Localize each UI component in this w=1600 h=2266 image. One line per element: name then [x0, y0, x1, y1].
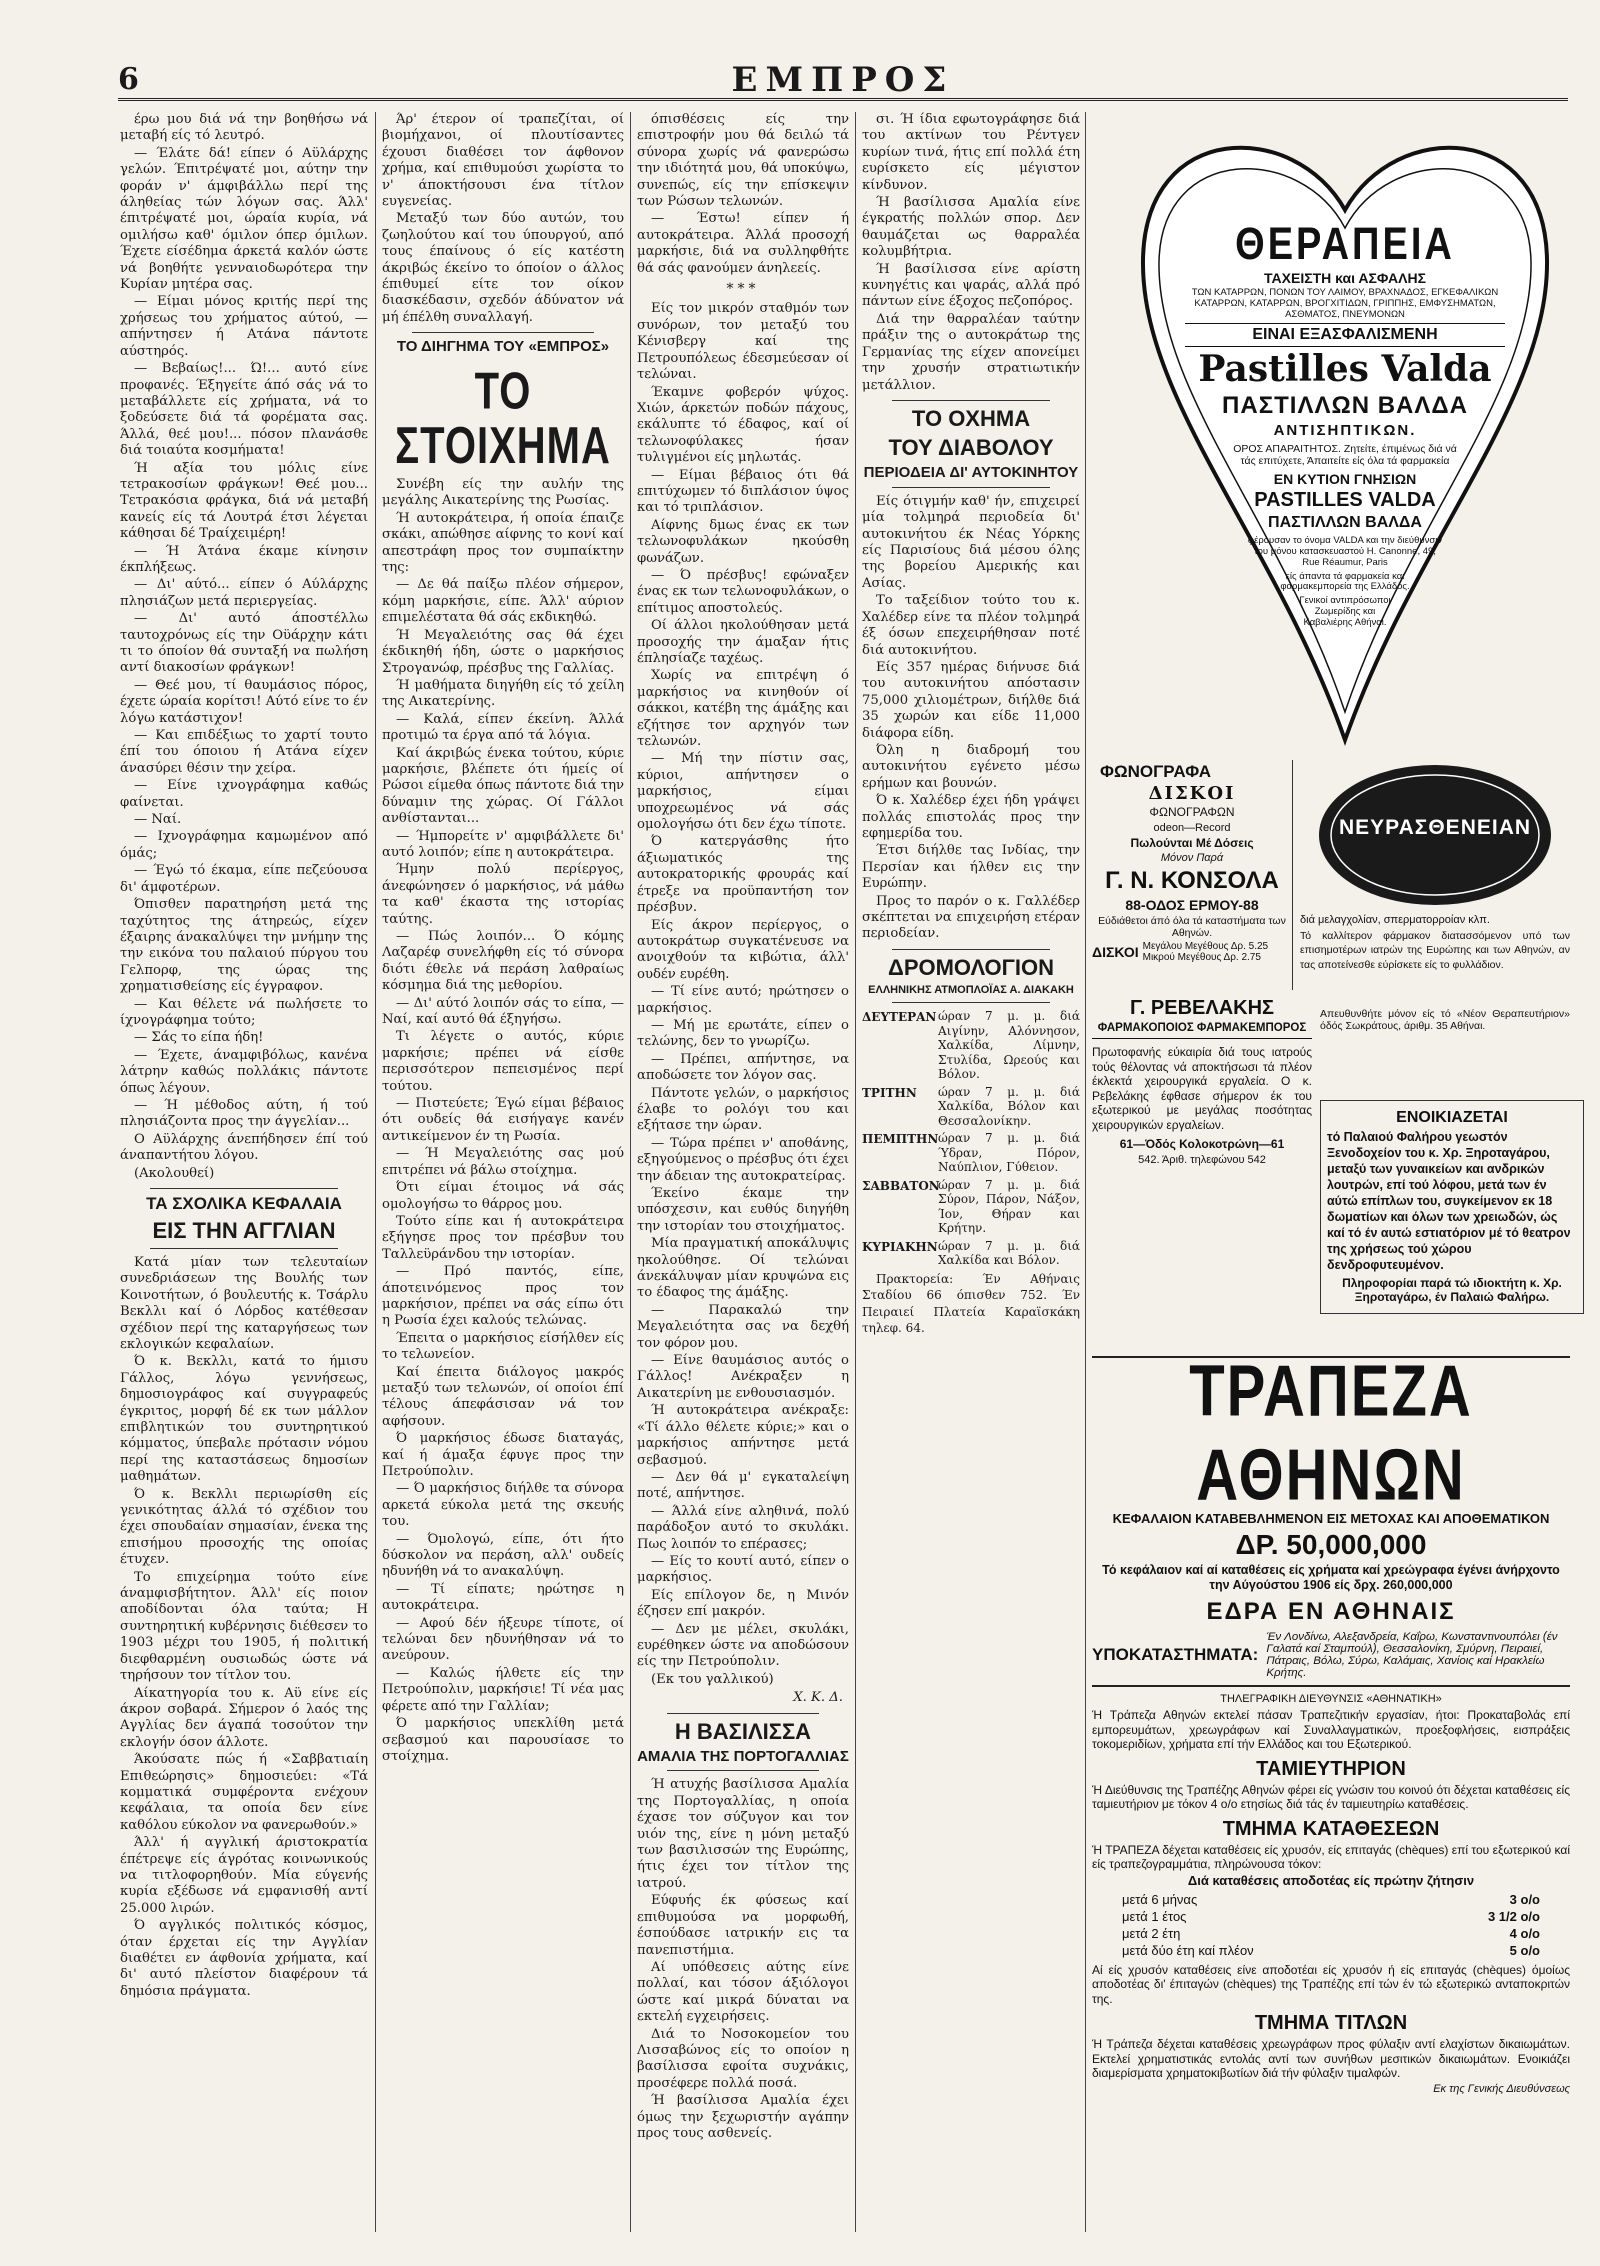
rate-term: μετά 2 έτη	[1122, 1925, 1181, 1941]
paragraph: Αίκατηγορία του κ. Αϋ είνε είς άκρον σοβαρά. Σήμερον ό λαός της Αγγλίας δεν άγαπά τοσούτον την εκλογήν όσον άλλοτε.	[120, 1685, 368, 1750]
phono-brand: ΔΙΣΚΟΙ	[1148, 782, 1236, 804]
savings-text: Ή Διεύθυνσις της Τραπέζης Αθηνών φέρει είς γνώσιν του κοινού ότι δέχεται καταθέσεις είς ταμιευτήριον με τόκον 4 ο/ο ετησίως διά τάς έν ταμιευτηρίω καταθέσεις.	[1092, 1782, 1570, 1812]
bank-branches: Έν Λονδίνω, Αλεξανδρεία, Καΐρω, Κωνσταντινουπόλει (έν Γαλατά καί Σταμπούλ), Θεσσαλονίκη, Σμύρνη, Πειραιεί, Πάτραις, Βόλω, Σύρω, Καλάμαις, Χανίοις καί Ηρακλείω Κρήτης.	[1266, 1631, 1558, 1680]
paragraph: (Ακολουθεί)	[134, 1165, 215, 1181]
paragraph: Όλη η διαδρομή του αυτοκινήτου εγένετο μέσω ερήμων και βουνών.	[862, 742, 1080, 791]
phono-label: odeon—Record	[1153, 822, 1231, 835]
rev-text: Πρωτοφανής εύκαιρία διά τους ιατρούς τούς θέλοντας νά αποκτήσωσι τά πλέον έκλεκτά χειρουργικά εργαλεία. Ο κ. Ρεβελάκης έφθασε σήμερον έκ του εξωτερικού με μεγάλας ποσότητας χειρουργικών εργαλείων.	[1092, 1045, 1312, 1132]
paragraph: — Καλώς ήλθετε είς την Πετρούπολιν, μαρκήσιε! Τί νέα μας φέρετε από την Γαλλίαν;	[382, 1665, 624, 1714]
paragraph: Ό αγγλικός πολιτικός κόσμος, όταν έρχεται είς την Αγγλίαν διαθέτει εν άφθονία χρήματα, καί δι' αυτό πλείστον διαφέρουν τά δημόσια πράγματα.	[120, 1918, 368, 1999]
paragraph: Έπειτα ο μαρκήσιος είσήλθεν είς το τελωνείον.	[382, 1330, 624, 1363]
savings-title: ΤΑΜΙΕΥΤΗΡΙΟΝ	[1256, 1757, 1406, 1780]
paragraph: — Δεν με μέλει, σκυλάκι, ευρέθηκεν ώστε να αποδώσουν είς την Πετρούπολιν.	[637, 1621, 849, 1670]
paragraph: — Βεβαίως!... Ώ!... αυτό είνε προφανές. Έξηγείτε άπό σάς νά το μεταβάλλετε είς χρήματα, νά το ξοδεύσετε διά τά φορέματα σας. Άλλά, θεέ μου!... πόσον πλανάσθε διά τοιαύτα κοσμήματα!	[120, 361, 368, 459]
paragraph: — Είνε θαυμάσιος αυτός ο Γάλλος! Ανέκραξεν η Αικατερίνη με ενθουσιασμόν.	[637, 1353, 849, 1401]
rate-row	[1092, 1925, 1570, 1942]
paragraph: Άκούσατε πώς ή «Σαββατιαίη Επιθεώρησις» δημοσιεύει: «Τά κομματικά συμφέροντα ενέχουν κεφάλαια, τα οποία δεν είνε καθόλου εύκολον να φανερωθούν.»	[120, 1752, 368, 1833]
paragraph: Ή αυτοκράτειρα, ή οποία έπαιζε σκάκι, απώθησε αίφνης το κονί καί απεστράφη προς τον συμπαίκτην της:	[382, 510, 624, 576]
valda-note: ΟΡΟΣ ΑΠΑΡΑΙΤΗΤΟΣ. Ζητείτε, έπιμένως διά νά τάς επιτύχετε, Άπαιτείτε είς όλα τά φαρμακεία	[1233, 443, 1457, 468]
neuro-body: διά μελαγχολίαν, σπερματορροίαν κλπ.	[1300, 914, 1490, 926]
column-1	[120, 112, 368, 2232]
schedule-day: ΤΡΙΤΗΝ	[862, 1085, 917, 1100]
bank-capital: ΔΡ. 50,000,000	[1235, 1528, 1427, 1560]
article-headline: ΤΑ ΣΧΟΛΙΚΑ ΚΕΦΑΛΑΙΑ	[146, 1194, 342, 1213]
rate-value: 3 1/2 ο/ο	[1487, 1908, 1540, 1924]
section-title: ΤΟ ΔΙΗΓΗΜΑ ΤΟΥ «ΕΜΠΡΟΣ»	[396, 338, 610, 356]
neurasthenia-ad	[1300, 760, 1570, 990]
paragraph: Προς το παρόν ο κ. Γαλλέδερ σκέπτεται να επιχειρήση ετέραν περιοδείαν.	[862, 893, 1080, 942]
valda-antiseptic: ΑΝΤΙΣΗΠΤΙΚΩΝ.	[1273, 421, 1417, 439]
paragraph: Είς επίλογον δε, η Μινόν έζησεν επί μακρόν.	[637, 1587, 849, 1620]
phono-ship: Εύδιάθετοι άπό όλα τά καταστήματα των Αθηνών.	[1098, 914, 1286, 939]
paragraph: Ή αξία του μόλις είνε τετρακοσίων φράγκων! Θεέ μου... Τετρακόσια φράγκα, διά νά μεταβή κανείς είς τά Λουτρά έτσι λέγεται κάθησαι δέ Τραίχειμέρη!	[120, 460, 368, 542]
paragraph: — Καλά, είπεν έκείνη. Άλλά προτιμώ τα έργα από τά λόγια.	[382, 711, 624, 744]
paragraph: — Έχετε, άναμφιβόλως, κανένα λάτρην καθώς πολλάκις πάντοτε όπως λέγουν.	[120, 1047, 368, 1096]
paragraph: Διά την θαρραλέαν ταύτην πράξιν της ο αυτοκράτωρ της Γερμανίας της είχεν απονείμει την χρυσήν στρατιωτικήν μετάλλιον.	[862, 311, 1080, 393]
schedule-row	[862, 1085, 1080, 1129]
page-header	[118, 60, 1568, 101]
paragraph: Ο Αϋλάρχης άνεπήδησεν έπί τού άναπαντήτου λόγου.	[120, 1131, 368, 1164]
separator-stars: ***	[726, 281, 760, 298]
phono-only: Μόνον Παρά	[1160, 852, 1224, 865]
column-3	[637, 112, 849, 2232]
paragraph: — Είνε ιχνογράφημα καθώς φαίνεται.	[120, 778, 368, 810]
article-headline: Η ΒΑΣΙΛΙΣΣΑ	[674, 1718, 812, 1744]
paragraph: — Όμολογώ, είπε, ότι ήτο δύσκολον να περάση, αλλ' ουδείς ηδυνήθη νά το ανακαλύψη.	[382, 1531, 624, 1580]
paragraph: — Τί είνε αυτό; ηρώτησεν ο μαρκήσιος.	[637, 984, 849, 1016]
bank-branches-label: ΥΠΟΚΑΤΑΣΤΗΜΑΤΑ:	[1092, 1645, 1259, 1665]
rev-address: 61—Όδός Κολοκοτρώνη—61	[1119, 1137, 1285, 1152]
valda-ad	[1125, 100, 1565, 820]
paragraph: — Τί είπατε; ηρώτησε η αυτοκράτειρα.	[382, 1581, 624, 1614]
schedule-text: ώραν 7 μ. μ. διά Χαλκίδα και Βόλον.	[938, 1238, 1080, 1268]
schedule-text: ώραν 7 μ. μ. διά Ύδραν, Πόρον, Ναύπλιον, Γύθειον.	[938, 1131, 1080, 1175]
paragraph: — Και επιδέξιως το χαρτί τουτο έπί του όποιου ή Ατάνα είχεν άνασύρει θέσιν την χείρα.	[120, 728, 368, 776]
rate-row	[1092, 1908, 1570, 1925]
paragraph: Ή βασίλισσα Αμαλία έχει όμως την ξεχωριστήν αγάπην προς τους ασθενείς.	[637, 2093, 849, 2141]
column-rule	[855, 112, 856, 2232]
paragraph: Ή βασίλισσα Αμαλία είνε έγκρατής πολλών σπορ. Δεν θαυμάζεται ως θαρραλέα κολυμβήτρια.	[862, 195, 1080, 260]
paragraph: Καί έπειτα διάλογος μακρός μεταξύ των τελωνών, οί οποίοι έπί τέλους άπεφάσισαν νά τον αφήσουν.	[382, 1364, 624, 1429]
paragraph: — Άλλά είνε αληθινά, πολύ παράδοξον αυτό το σκυλάκι. Πως λοιπόν το επέρασες;	[637, 1503, 849, 1552]
paragraph: Όπισθεν παρατηρήση μετά της ταχύτητος της άτηρεώς, είχεν έξαιρης άνακαλύψει την μνήμην της την εικόνα του παλαιού πύργου του Γελπορφ, της ώρας της χρηματισθείσης είς έγγραφον.	[120, 897, 368, 995]
valda-agent: Γενικοί αντιπρόσωποι Ζωμερίδης και Καβαλιέρης Αθήναι.	[1299, 595, 1391, 629]
schedule-text: ώραν 7 μ. μ. διά Αιγίνην, Αλόννησον, Χαλκίδα, Λίμνην, Στυλίδα, Ωρεούς και Βόλον.	[938, 1009, 1080, 1082]
schedule-subtitle: ΕΛΛΗΝΙΚΗΣ ΑΤΜΟΠΛΟΪΑΣ Α. ΔΙΑΚΑΚΗ	[868, 983, 1074, 996]
paragraph: Τούτο είπε και ή αυτοκράτειρα εξήγησε προς τον πρέσβυν του Ταλλεϋράνδου την ιστορίαν.	[382, 1213, 624, 1262]
paragraph: — Δι' αυτό άποστέλλω ταυτοχρόνως είς την Οϋάρχην κάτι τι το όποίον θά συνταξή να πωλήση αντί διακοσίων φράγκων!	[120, 611, 368, 676]
rates-table	[1092, 1891, 1570, 1959]
valda-title: ΘΕΡΑΠΕΙΑ	[1235, 219, 1455, 271]
deposits-title: ΤΜΗΜΑ ΚΑΤΑΘΕΣΕΩΝ	[1222, 1817, 1440, 1840]
paragraph: Ή Μεγαλειότης σας θά έχει έκδικηθή ήδη, ώστε ο μαρκήσιος Στρογανώφ, πρέσβυς της Γαλλίας.	[382, 627, 624, 676]
paragraph: — Πώς λοιπόν... Ό κόμης Λαζαρέφ συνελήφθη είς τό σύνορα διότι έθελε νά περάση λαθραίως κόσμημα διά της μεθορίου.	[382, 929, 624, 994]
divider	[892, 487, 1050, 488]
paragraph: — Δι' αύτό λοιπόν σάς το είπα, — Ναί, καί αυτό θά έξηγήσω.	[382, 995, 624, 1028]
paragraph: Ότι είμαι έτοιμος νά σάς ομολογήσω το θάρρος μου.	[382, 1180, 624, 1212]
paragraph: Είς ότιγμήν καθ' ήν, επιχειρεί μία τολμηρά περιοδεία δι' αυτοκινήτου έκ Νέας Υόρκης είς Παρισίους διά μέσου όλης της βορείου Αμερικής και Ασίας.	[862, 493, 1080, 591]
divider	[150, 1248, 338, 1249]
paragraph: Ό κ. Χαλέδερ έχει ήδη γράψει πολλάς επιστολάς προς την εφημερίδα του.	[862, 793, 1080, 841]
paragraph: — Σάς το είπα ήδη!	[134, 1030, 264, 1046]
article-subheadline: ΑΜΑΛΙΑ ΤΗΣ ΠΟΡΤΟΓΑΛΛΙΑΣ	[637, 1747, 849, 1765]
rate-term: μετά δύο έτη καί πλέον	[1122, 1942, 1254, 1958]
schedule-day: ΔΕΥΤΕΡΑΝ	[862, 1010, 937, 1025]
bank-title: ΤΡΑΠΕΖΑ ΑΘΗΝΩΝ	[1189, 1350, 1473, 1516]
article-headline: ΤΟ ΟΧΗΜΑ	[911, 405, 1031, 431]
paragraph: Έκείνο έκαμε την υπόσχεσιν, και ευθύς διηγήθη την ιστορίαν του στοιχήματος.	[637, 1186, 849, 1234]
divider	[667, 1770, 819, 1771]
divider	[892, 949, 1050, 950]
phono-price-big: Μεγάλου Μεγέθους Δρ. 5.25	[1142, 940, 1269, 952]
phono-sub: ΦΩΝΟΓΡΑΦΩΝ	[1149, 805, 1235, 820]
paragraph: Ό κ. Βεκλλι περιωρίσθη είς γενικότητας άλλά τό σχέδιον του έχει σπουδαίαν σημασίαν, ένεκα της επισήμου προσοχής της οποίας έτυχεν.	[120, 1486, 368, 1568]
bank-footer: Εκ της Γενικής Διευθύνσεως	[1433, 2082, 1570, 2095]
column-rule	[375, 112, 376, 2232]
titles-text: Ή Τράπεζα δέχεται καταθέσεις χρεωγράφων προς φύλαξιν αντί ελαχίστων δικαιωμάτων. Εκτελεί χρηματιστικάς εντολάς αντί των συνήθων μεσιτικών δικαιωμάτων. Ενοικιάζει διαμερίσματα χρηματοκιβωτίων διά τήν φύλαξιν τιμαλφών.	[1092, 2037, 1570, 2081]
paragraph: — Αφού δέν ήξευρε τίποτε, οί τελώναι δεν ηδυνήθησαν νά το ανεύρουν.	[382, 1615, 624, 1664]
schedule-day: ΠΕΜΠΤΗΝ	[862, 1132, 939, 1147]
divider	[412, 332, 594, 333]
paragraph: — Ό πρέσβυς! εφώναξεν ένας εκ των τελωνοφυλάκων, ο επίτιμος αποστολεύς.	[637, 567, 849, 616]
paragraph: — Ναί.	[134, 812, 182, 828]
paragraph: — Ή Άτάνα έκαμε κίνησιν έκπλήξεως.	[120, 543, 368, 575]
schedule-row	[862, 1239, 1080, 1268]
paragraph: — Δεν θά μ' εγκαταλείψη ποτέ, απήντησε.	[637, 1469, 849, 1502]
rate-row	[1092, 1942, 1570, 1959]
paragraph: Έκαμνε φοβερόν ψύχος. Χιών, άρκετών ποδών πάχους, εκάλυπτε τό έδαφος, καί οί τελωνοφύλακες ήσαν τυλιγμένοι είς μηλωτάς.	[637, 384, 849, 466]
paragraph: — Έγώ τό έκαμα, είπε πεζεύουσα δι' άμφοτέρων.	[120, 863, 368, 895]
paragraph: Ό μαρκήσιος υπεκλίθη μετά σεβασμού και παρουσίασε το στοίχημα.	[382, 1716, 624, 1764]
paragraph: Άλλ' ή αγγλική άριστοκρατία έπέτρεψε είς άγρότας κοινωνικούς να τιτλοφορηθούν. Μία εύγενής κυρία εξέδωσε νά εμφανισθή αντί 25.000 λιρών.	[120, 1835, 368, 1916]
paragraph: Ή μαθήματα διηγήθη είς τό χείλη της Αικατερίνης.	[382, 677, 624, 710]
paragraph: Διά το Νοσοκομείον του Λισσαβώνος είς το οποίον η βασίλισσα εφοίτα συχνάκις, προσέφερε πολλά ποσά.	[637, 2026, 849, 2091]
schedule-text: ώραν 7 μ. μ. διά Σύρον, Πάρον, Νάξον, Ίον, Θήραν και Κρήτην.	[938, 1177, 1080, 1236]
paragraph: — Είμαι μόνος κριτής περί της χρήσεως του χρήματος αύτού, — απήντησεν ή Ατάνα πάντοτε αύστηρός.	[120, 294, 368, 359]
paragraph: — Ή μέθοδος αύτη, ή τού πλησιάζοντα προς την άγγελίαν...	[120, 1097, 368, 1130]
paragraph: — Έλάτε δά! είπεν ό Αϋλάρχης γελών. Έπιτρέψατέ μοι, αύτην την φοράν ν' άμφιβάλλω περί της άληθείας τών λόγων σας. Άλλ' έπιτρέψατέ μοι, ώραία κυρία, νά ομιλήσω καθ' όμιλον όπερ όμιλων. Έχετε είσέδημα άρκετά καλόν ώστε νά βοηθήτε γενναιοδωρότερα την Κυρίαν μητέρα σας.	[120, 145, 368, 293]
valda-claim: ΕΙΝΑΙ ΕΞΑΣΦΑΛΙΣΜΕΝΗ	[1185, 323, 1505, 347]
rev-tel: 542. Άριθ. τηλεφώνου 542	[1138, 1154, 1266, 1167]
paragraph: Αί υπόθεσεις αύτης είνε πολλαί, και τόσον άξιόλογοι ώστε καί μικρά δύναται να εκτελή εγχειρήσεις.	[637, 1959, 849, 2025]
rev-name: Γ. ΡΕΒΕΛΑΚΗΣ	[1129, 997, 1275, 1019]
bank-description: Ή Τράπεζα Αθηνών εκτελεί πάσαν Τραπεζιτικήν εργασίαν, ήτοι: Προκαταβολάς επί εμπορευμάτων, χρεωγράφων καί Συναλλαγματικών, προεξοφλήσεις, εισπράξεις τοκομεριδίων, χρήματα επί τήν Ελλάδος και του Εξωτερικού.	[1092, 1708, 1570, 1752]
story-title: ΤΟ ΣΤΟΙΧΗΜΑ	[395, 363, 611, 475]
rev-title: ΦΑΡΜΑΚΟΠΟΙΟΣ ΦΑΡΜΑΚΕΜΠΟΡΟΣ	[1092, 1022, 1312, 1039]
paragraph: — Μή με ερωτάτε, είπεν ο τελώνης, δεν το γνωρίζω.	[637, 1017, 849, 1050]
paragraph: — Θεέ μου, τί θαυμάσιος πόρος, έχετε ώραία κορίτσι! Αύτό είνε το έν λόγω κατάστιχον!	[120, 677, 368, 726]
phonograph-ad	[1092, 760, 1293, 990]
paragraph: Ό μαρκήσιος έδωσε διαταγάς, καί ή άμαξα έφυγε προς την Πετρούπολιν.	[382, 1431, 624, 1479]
paragraph: Οί άλλοι ηκολούθησαν μετά προσοχής την άμαξαν ήτις έπλησίαζε ταχέως.	[637, 618, 849, 666]
valda-maker: φέρουσαν το όνομα VALDA και την διεύθυνσιν του μόνου κατασκευαστού H. Canonne, 49, Rue Réaumur, Paris	[1247, 534, 1443, 568]
paragraph: (Εκ του γαλλικού)	[651, 1671, 774, 1687]
paragraph: — Πρό παντός, είπε, άποτεινόμενος προς τον μαρκήσιον, πρέπει να σάς είπω ότι η Ρωσία έχει καλούς τελώνας.	[382, 1264, 624, 1329]
neuro-footer: Απευθυνθήτε μόνον είς τό «Νέον Θεραπευτήριον» όδός Σωκράτους, άριθμ. 35 Αθήναι.	[1320, 1008, 1570, 1032]
paragraph: Εύφυής έκ φύσεως καί επιθυμούσα να μορφωθή, έσπούδασε ιατρικήν εις τα πανεπιστήμια.	[637, 1893, 849, 1958]
schedule-footer: Πρακτορεία: Έν Αθήναις Σταδίου 66 όπισθεν 752. Έν Πειραιεί Πλατεία Καραϊσκάκη τηλεφ. 64.	[862, 1271, 1080, 1336]
bank-note: Τό κεφάλαιον καί αί καταθέσεις είς χρήματα καί χρεώγραφα έγένει άνήρχοντο την Αύγούστου 1906 είς δρχ. 260,000,000	[1102, 1563, 1560, 1592]
bank-telegraph: ΤΗΛΕΓΡΑΦΙΚΗ ΔΙΕΥΘΥΝΣΙΣ «ΑΘΗΝΑΤΙΚΗ»	[1220, 1693, 1442, 1706]
column-rule	[1085, 112, 1086, 2232]
paragraph: σι. Ή ίδια εφωτογράφησε διά του ακτίνων του Ρέντγεν κυρίων τινά, ήτις επί πολλά έτη ευρίσκετο είς μέγιστον κίνδυνον.	[862, 112, 1080, 193]
paragraph: — Τώρα πρέπει ν' αποθάνης, εξηγούμενος ο πρέσβυς ότι έχει την άδειαν της αυτοκρατείρας.	[637, 1135, 849, 1184]
bank-seat: ΕΔΡΑ ΕΝ ΑΘΗΝΑΙΣ	[1206, 1597, 1456, 1625]
valda-sold: είς άπαντα τά φαρμακεία και φαρμακεμπορεία της Ελλάδος.	[1280, 570, 1410, 593]
rate-term: μετά 6 μήνας	[1122, 1891, 1198, 1907]
divider	[892, 400, 1050, 401]
paragraph: Άρ' έτερον οί τραπεζίται, οί βιομήχανοι, οί πλουτίσαντες έχουσι διαθέσει τον άφθονον χρήμα, καί επιθυμούσι χωρίστα το ν' άποκτήσουσι ένα τίτλον ευγενείας.	[382, 112, 624, 210]
phono-discs: ΔΙΣΚΟΙ	[1092, 943, 1139, 960]
phono-address: 88-ΟΔΟΣ ΕΡΜΟΥ-88	[1125, 896, 1259, 913]
paragraph: Το επιχείρημα τούτο είνε άναμφισβήτητον. Άλλ' είς ποιον αποδίδονται όλα ταύτα; Η συντηρητική κυβέρνησις διέθεσεν το 1903 μέχρι του 1905, ή πολιτική διεφθαρμένη ουσιωδώς ώστε νά τηρήσουν τον τίτλον του.	[120, 1569, 368, 1684]
paragraph: Μία πραγματική αποκάλυψις ηκολούθησε. Οί τελώναι άνεκάλυψαν μίαν κρυψώνα εις το έδαφος της άμάξης.	[637, 1236, 849, 1301]
paragraph: έρω μου διά νά την βοηθήσω νά μεταβή είς τό λευτρό.	[120, 112, 368, 144]
column-rule	[630, 112, 631, 2232]
gold-text: Αί είς χρυσόν καταθέσεις είνε αποδοτέαι είς χρυσόν ή είς επιταγάς (chèques) όμοίως αποδοτέας δι' έπιταγών (chèques) της Τραπέζης επί τών έν τώ εξωτερικώ ανταποκριτών της.	[1092, 1962, 1570, 2006]
schedule-row	[862, 1178, 1080, 1236]
paragraph: όπισθέσεις είς την επιστροφήν μου θά δειλώ τά σύνορα χωρίς νά φανερώσω την ιδιότητά μου, θά υποκύψω, συνεπώς, είς την επίσκεψιν των Ρώσων τελωνών.	[637, 112, 849, 210]
paragraph: — Έστω! είπεν ή αυτοκράτειρα. Άλλά προσοχή μαρκήσιε, διά να συλληφθήτε θά σάς φανούμεν άνηλεείς.	[637, 211, 849, 276]
paragraph: Πάντοτε γελών, ο μαρκήσιος έλαβε το ρολόγι του και εξήτασε την ώραν.	[637, 1085, 849, 1134]
article-headline: ΤΟΥ ΔΙΑΒΟΛΟΥ	[888, 435, 1054, 460]
phono-price-small: Μικρού Μεγέθους Δρ. 2.75	[1142, 951, 1261, 963]
neuro-title: ΝΕΥΡΑΣΘΕΝΕΙΑΝ	[1338, 816, 1532, 839]
rate-row	[1092, 1891, 1570, 1908]
paragraph: — Παρακαλώ την Μεγαλειότητα σας να δεχθή τον φόρον μου.	[637, 1302, 849, 1351]
paragraph: — Πιστεύετε; Έγώ είμαι βέβαιος ότι ουδείς θά εισήγαγε κανέν αντικείμενον έν τη Ρωσία.	[382, 1096, 624, 1144]
column-2	[382, 112, 624, 2232]
paragraph: — Ή Μεγαλειότης σας μού επιτρέπει νά βάλω στοίχημα.	[382, 1146, 624, 1178]
phono-seller: Γ. Ν. ΚΟΝΣΟΛΑ	[1105, 867, 1279, 895]
rent-footer: Πληροφορίαι παρά τώ ιδιοκτήτη κ. Χρ. Ξηροταγάρω, έν Παλαιώ Φαλήρω.	[1342, 1276, 1562, 1305]
signature: Χ. Κ. Δ.	[793, 1690, 843, 1706]
paragraph: Χωρίς να επιτρέψη ό μαρκήσιος να κινηθούν οί σάκκοι, κατέβη της άμάξης και εζήτησε τον αρχηγόν των τελωνών.	[637, 668, 849, 750]
divider	[892, 1002, 1050, 1003]
paragraph: Τι λέγετε ο αυτός, κύριε μαρκήσιε; πρέπει νά είσθε περισσότερον πεπεισμένος περί τούτου.	[382, 1029, 624, 1094]
valda-brand: Pastilles Valda	[1198, 347, 1492, 390]
divider	[150, 1188, 338, 1189]
paragraph: Συνέβη είς την αυλήν της μεγάλης Αικατερίνης της Ρωσίας.	[382, 477, 624, 509]
schedule-title: ΔΡΟΜΟΛΟΓΙΟΝ	[888, 954, 1054, 980]
paragraph: Το ταξείδιον τούτο του κ. Χαλέδερ είνε τα πλέον τολμηρά έξ όσων επεχειρήθησαν ποτέ διά αυτοκινήτου.	[862, 593, 1080, 658]
schedule-row	[862, 1009, 1080, 1082]
paragraph: Είς τον μικρόν σταθμόν των συνόρων, τον μεταξύ του Κένισβεργ καί της Πετρουπόλεως έδεσμεύεσαν οί τελώναι.	[637, 301, 849, 383]
paragraph: — Ήμπορείτε ν' αμφιβάλλετε δι' αυτό λοιπόν; είπε η αυτοκράτειρα.	[382, 828, 624, 860]
valda-genuine: ΕΝ ΚΥΤΙΟΝ ΓΝΗΣΙΩΝ	[1273, 471, 1417, 488]
rate-value: 5 ο/ο	[1509, 1942, 1540, 1958]
paragraph: Είς 357 ημέρας διήνυσε διά του αυτοκινήτου απόστασιν 75,000 χιλιομέτρων, διήλθε διά 35 χωρών και είδε 11,000 διάφορα είδη.	[862, 659, 1080, 741]
rate-value: 3 ο/ο	[1509, 1891, 1540, 1907]
paragraph: Ό κατεργάσθης ήτο άξιωματικός της αυτοκρατορικής φρουράς καί έτρεξε να προϋπαντήση τον πρέσβυν.	[637, 834, 849, 916]
revelakis-ad	[1092, 995, 1312, 1169]
rates-title: Διά καταθέσεις αποδοτέας είς πρώτην ζήτησιν	[1187, 1872, 1475, 1888]
paragraph: Ή αυτοκράτειρα ανέκραξε: «Τί άλλο θέλετε κύριε;» και ο μαρκήσιος απήντησε μετά σεβασμού.	[637, 1403, 849, 1468]
valda-brand-greek: ΠΑΣΤΙΛΛΩΝ ΒΑΛΔΑ	[1222, 392, 1468, 420]
paragraph: — Είμαι βέβαιος ότι θά επιτύχωμεν τό διπλάσιον ύψος και τό τριπλάσιον.	[637, 467, 849, 516]
schedule-text: ώραν 7 μ. μ. διά Χαλκίδα, Βόλον και Θεσσαλονίκην.	[938, 1084, 1080, 1128]
schedule-row	[862, 1131, 1080, 1175]
valda-list: ΤΩΝ ΚΑΤΑΡΡΩΝ, ΠΟΝΩΝ ΤΟΥ ΛΑΙΜΟΥ, ΒΡΑΧΝΑΔΟΣ, ΕΓΚΕΦΑΛΙΚΩΝ ΚΑΤΑΡΡΩΝ, ΚΑΤΑΡΡΩΝ, ΒΡΟΓΧΙΤΙΔΩΝ, ΓΡΙΠΠΗΣ, ΕΜΦΥΣΗΜΑΤΩΝ, ΑΣΘΜΑΤΟΣ, ΠΝΕΥΜΟΝΩΝ	[1191, 286, 1499, 320]
paragraph: Είς άκρον περίεργος, ο αυτοκράτωρ συγκατένευσε να ανοιχθούν τα κιβώτια, άλλ' ουδέν ευρέθη.	[637, 917, 849, 982]
schedule-day: ΣΑΒΒΑΤΟΝ	[862, 1178, 940, 1193]
paragraph: Έτσι διήλθε τας Ινδίας, την Περσίαν και ήλθεν εις την Ευρώπην.	[862, 843, 1080, 892]
rent-title: ΕΝΟΙΚΙΑΖΕΤΑΙ	[1396, 1109, 1508, 1126]
paragraph: — Μή την πίστιν σας, κύριοι, απήντησεν ο μαρκήσιος, είμαι υποχρεωμένος νά σάς ομολογήσω ότι δεν έχω τίποτε.	[637, 751, 849, 833]
article-headline: ΕΙΣ ΤΗΝ ΑΓΓΛΙΑΝ	[152, 1217, 336, 1243]
paragraph: Κατά μίαν των τελευταίων συνεδριάσεων της Βουλής των Κοινοτήτων, ό βουλευτής κ. Τσάρλυ Βεκλλι καί ό Λόρδος κατέθεσαν σχέδιον περί της καταργήσεως των εκλογικών κεφαλαίων.	[120, 1254, 368, 1352]
paragraph: — Και θέλετε νά πωλήσετε το ίχνογράφημα τούτο;	[120, 996, 368, 1028]
neuro-text: Τό καλλίτερον φάρμακον διατασσόμενον υπό των επισημοτέρων ιατρών της Ευρώπης και των Αθηνών, αν τας αποτείνεσθε εύρίσκετε είς το φυλλάδιον.	[1300, 929, 1570, 971]
rate-value: 4 ο/ο	[1509, 1925, 1540, 1941]
paragraph: Ή βασίλισσα είνε αρίστη κυνηγέτις και ψαράς, αλλά πρό πάντων είνε έξοχος πεζοπόρος.	[862, 261, 1080, 310]
paragraph: — Δι' αύτό... είπεν ό Αύλάρχης πλησιάζων μετά περιεργείας.	[120, 577, 368, 609]
paragraph: Ό κ. Βεκλλι, κατά το ήμισυ Γάλλος, λόγω γεννήσεως, δημοσιογράφος καί συγγραφεύς έγκριτος, μορφή δέ εκ των μάλλον επιβλητικών του συντηρητικού κόμματος, ύπεβαλε πρότασιν νόμου περί της καταστάσεως δημοσίων μαθημάτων.	[120, 1354, 368, 1485]
valda-brand-greek-2: ΠΑΣΤΙΛΛΩΝ ΒΑΛΔΑ	[1268, 514, 1422, 532]
rent-text: τό Παλαιού Φαλήρου γεωστόν Ξενοδοχείον του κ. Χρ. Ξηροταγάρου, μεταξύ των γυναικείων και ανδρικών λουτρών, επί τού λόφου, μετά των έν αύτώ επίπλων του, συγκείμενον εκ 18 δωματίων και όλων των χρειωδών, ώς καί τό έν αυτώ εστιατόριον μέ τό θεατρον της χρήσεως τού χώρου δενδροφυτευμένον.	[1327, 1130, 1571, 1273]
valda-brand-2: PASTILLES VALDA	[1254, 489, 1436, 512]
paragraph: Καί άκριβώς ένεκα τούτου, κύριε μαρκήσιε, βλέπετε ότι ήμείς οί Ρώσοι είμεθα όπως πάντοτε διά την δύναμιν της χώρας. Οί Γάλλοι ανθίστανται...	[382, 745, 624, 827]
column-4	[862, 112, 1080, 2232]
bank-ad	[1092, 1350, 1570, 2097]
divider	[667, 1713, 819, 1714]
rent-ad	[1320, 1100, 1584, 1314]
paragraph: — Δε θά παίξω πλέον σήμερον, κόμη μαρκήσιε, είπε. Άλλ' αύριον επιμελέστατα θά σάς εκδικηθώ.	[382, 577, 624, 626]
deposits-text: Ή ΤΡΑΠΕΖΑ δέχεται καταθέσεις είς χρυσόν, είς επιταγάς (chèques) επί του εξωτερικού καί είς τραπεζογραμμάτια, πληρώνουσα τόκον:	[1092, 1842, 1570, 1872]
paragraph: — Είς το κουτί αυτό, είπεν ο μαρκήσιος.	[637, 1553, 849, 1586]
schedule-day: ΚΥΡΙΑΚΗΝ	[862, 1239, 938, 1254]
paragraph: — Ιχνογράφημα καμωμένον από όμάς;	[120, 829, 368, 861]
valda-sub: ΤΑΧΕΙΣΤΗ και ΑΣΦΑΛΗΣ	[1264, 269, 1426, 286]
paragraph: Αίφνης δμως ένας εκ των τελωνοφυλάκων ηκούσθη φωνάζων.	[637, 517, 849, 566]
rate-term: μετά 1 έτος	[1122, 1908, 1187, 1924]
paragraph: Ήμην πολύ περίεργος, άνεφώνησεν ό μαρκήσιος, νά μάθω τα καθ' έκαστα της ιστορίας ταύτης.	[382, 862, 624, 927]
titles-title: ΤΜΗΜΑ ΤΙΤΛΩΝ	[1254, 2012, 1408, 2035]
schedule-table	[862, 1009, 1080, 1268]
paragraph: — Πρέπει, απήντησε, να αποδώσετε τον λόγον σας.	[637, 1051, 849, 1084]
phono-sold: Πωλούνται Μέ Δόσεις	[1130, 835, 1254, 850]
article-subheadline: ΠΕΡΙΟΔΕΙΑ ΔΙ' ΑΥΤΟΚΙΝΗΤΟΥ	[863, 464, 1079, 482]
masthead: ΕΜΠΡΟΣ	[731, 60, 955, 100]
paragraph: — Ό μαρκήσιος διήλθε τα σύνορα αρκετά εύκολα μετά της σκευής του.	[382, 1481, 624, 1530]
phono-title: ΦΩΝΟΓΡΑΦΑ	[1100, 762, 1211, 781]
page-number: 6	[118, 62, 139, 97]
bank-capital-label: ΚΕΦΑΛΑΙΟΝ ΚΑΤΑΒΕΒΛΗΜΕΝΟΝ ΕΙΣ ΜΕΤΟΧΑΣ ΚΑΙ ΑΠΟΘΕΜΑΤΙΚΟΝ	[1112, 1511, 1550, 1526]
paragraph: Μεταξύ των δύο αυτών, του ζωηλούτου καί του ύπουργού, από τους έπαίνους ό είς κατέστη άκριβώς έκείνο το όποίον ο άλλος έπιθυμεί είτε τον οίκον διασκέδασιν, σχεδόν άδύνατον νά μή έπέλθη συναλλαγή.	[382, 211, 624, 325]
paragraph: Ή ατυχής βασίλισσα Αμαλία της Πορτογαλλίας, η οποία έχασε τον σύζυγον και τον υιόν της, είνε η μόνη μεταξύ των βασιλισσών της Ευρώπης, ήτις έχει τον τίτλον της ιατρού.	[637, 1777, 849, 1891]
